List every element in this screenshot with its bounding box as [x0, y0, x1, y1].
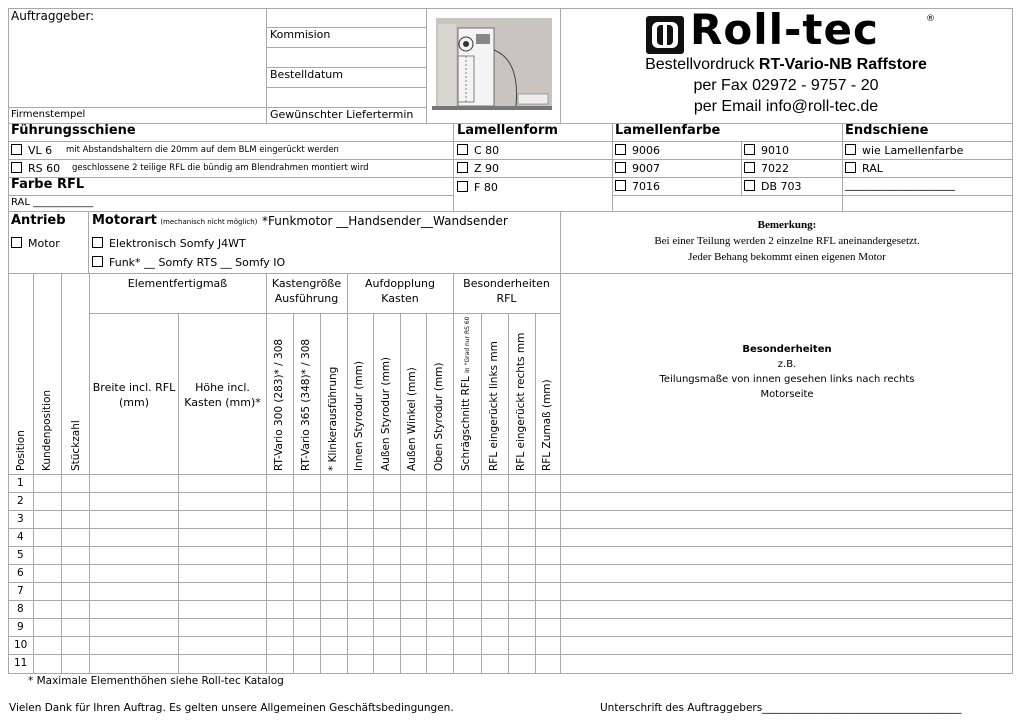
lamellenfarbe-title: Lamellenfarbe: [615, 123, 721, 138]
checkbox-icon[interactable]: [457, 144, 468, 155]
col-aussen-winkel: Außen Winkel (mm): [406, 367, 418, 471]
checkbox-icon[interactable]: [744, 180, 755, 191]
checkbox-icon[interactable]: [615, 144, 626, 155]
option-c80[interactable]: C 80: [457, 144, 499, 158]
option-9006[interactable]: 9006: [615, 144, 660, 158]
row-number: 2: [17, 495, 24, 507]
funkmotor-line: *Funkmotor __Handsender__Wandsender: [262, 214, 508, 228]
checkbox-icon[interactable]: [744, 144, 755, 155]
vl6-note: mit Abstandshaltern die 20mm auf dem BLM eingerückt werden: [66, 145, 339, 155]
option-db703[interactable]: DB 703: [744, 180, 802, 194]
liefertermin-label: Gewünschter Liefertermin: [270, 108, 414, 121]
option-rs60[interactable]: RS 60: [11, 162, 60, 176]
fuehrungsschiene-title: Führungsschiene: [11, 123, 136, 138]
option-f80[interactable]: F 80: [457, 181, 498, 195]
row-number: 4: [17, 531, 24, 543]
col-oben-styrodur: Oben Styrodur (mm): [433, 362, 445, 471]
checkbox-icon[interactable]: [615, 180, 626, 191]
row-number: 1: [17, 477, 24, 489]
col-zumass: RFL Zumaß (mm): [541, 379, 553, 471]
col-schraegschnitt: Schrägschnitt RFL in °Grad nur RS 60: [460, 316, 472, 471]
endschiene-blank[interactable]: ____________________: [845, 178, 955, 191]
antrieb-title: Antrieb: [11, 213, 66, 228]
checkbox-icon[interactable]: [845, 144, 856, 155]
col-rt300: RT-Vario 300 (283)* / 308: [273, 338, 285, 471]
col-stueckzahl: Stückzahl: [70, 420, 82, 471]
row-number: 5: [17, 549, 24, 561]
farbe-rfl-title: Farbe RFL: [11, 177, 85, 192]
col-rt365: RT-Vario 365 (348)* / 308: [300, 338, 312, 471]
kasten-title-1: Kastengröße: [271, 277, 342, 290]
rs60-note: geschlossene 2 teilige RFL die bündig am Blendrahmen montiert wird: [72, 163, 369, 173]
checkbox-icon[interactable]: [457, 162, 468, 173]
col-eingerueckt-links: RFL eingerückt links mm: [488, 341, 500, 471]
checkbox-icon[interactable]: [11, 237, 22, 248]
col-hoehe: Höhe incl. Kasten (mm)*: [184, 381, 261, 410]
col-position: Position: [15, 430, 27, 471]
fax-line: per Fax 02972 - 9757 - 20: [693, 77, 879, 94]
besonderheiten-title: Besonderheiten: [742, 344, 832, 355]
kasten-title-2: Ausführung: [274, 292, 339, 305]
option-7022[interactable]: 7022: [744, 162, 789, 176]
besonderheiten-line2: Motorseite: [760, 389, 814, 400]
option-vl6[interactable]: VL 6: [11, 144, 52, 158]
signature-line[interactable]: ______________________________________: [762, 702, 962, 714]
option-z90[interactable]: Z 90: [457, 162, 499, 176]
elementfertigmass-title: Elementfertigmaß: [127, 277, 228, 290]
thanks-text: Vielen Dank für Ihren Auftrag. Es gelten unsere Allgemeinen Geschäftsbedingungen.: [9, 702, 454, 714]
option-elektronisch[interactable]: Elektronisch Somfy J4WT: [92, 237, 246, 251]
bemerkung-title: Bemerkung:: [757, 219, 817, 231]
option-9010[interactable]: 9010: [744, 144, 789, 158]
checkbox-icon[interactable]: [92, 237, 103, 248]
footnote: * Maximale Elementhöhen siehe Roll-tec Katalog: [28, 675, 284, 687]
aufdopplung-title-1: Aufdopplung: [364, 277, 436, 290]
checkbox-icon[interactable]: [615, 162, 626, 173]
checkbox-icon[interactable]: [92, 256, 103, 267]
checkbox-icon[interactable]: [845, 162, 856, 173]
bemerkung-line2: Jeder Behang bekommt einen eigenen Motor: [688, 251, 886, 263]
besonderheiten-line1: Teilungsmaße von innen gesehen links nach rechts: [659, 374, 915, 385]
checkbox-icon[interactable]: [457, 181, 468, 192]
col-breite: Breite incl. RFL (mm): [92, 381, 176, 410]
besonderheiten-zb: z.B.: [777, 359, 797, 370]
col-eingerueckt-rechts: RFL eingerückt rechts mm: [515, 332, 527, 471]
col-innen-styrodur: Innen Styrodur (mm): [353, 361, 365, 471]
product-drawing: [428, 10, 558, 121]
row-number: 8: [17, 603, 24, 615]
checkbox-icon[interactable]: [744, 162, 755, 173]
besonderheiten-rfl-title-1: Besonderheiten: [463, 277, 550, 290]
col-aussen-styrodur: Außen Styrodur (mm): [380, 356, 392, 471]
option-funk[interactable]: Funk* __ Somfy RTS __ Somfy IO: [92, 256, 285, 270]
order-title: Bestellvordruck RT-Vario-NB Raffstore: [645, 56, 927, 73]
col-klinker: * Klinkerausführung: [327, 366, 339, 471]
bemerkung-line1: Bei einer Teilung werden 2 einzelne RFL aneinandergesetzt.: [654, 235, 920, 247]
endschiene-title: Endschiene: [845, 123, 929, 138]
row-number: 7: [17, 585, 24, 597]
row-number: 11: [14, 657, 28, 669]
signature-label: Unterschrift des Auftraggebers: [600, 702, 763, 714]
option-wie-lamellenfarbe[interactable]: wie Lamellenfarbe: [845, 144, 963, 158]
registered-mark: ®: [926, 14, 935, 24]
bestelldatum-label: Bestelldatum: [270, 68, 343, 81]
besonderheiten-rfl-title-2: RFL: [496, 292, 517, 305]
checkbox-icon[interactable]: [11, 144, 22, 155]
auftraggeber-label: Auftraggeber:: [11, 9, 95, 23]
brand-name: Roll-tec: [690, 5, 879, 54]
roll-tec-logo: [646, 5, 946, 56]
option-motor[interactable]: Motor: [11, 237, 60, 251]
farbe-rfl-ral[interactable]: RAL ____________: [11, 197, 94, 208]
col-kundenposition: Kundenposition: [41, 389, 53, 471]
aufdopplung-title-2: Kasten: [381, 292, 419, 305]
firmenstempel-label: Firmenstempel: [11, 109, 86, 120]
lamellenform-title: Lamellenform: [457, 123, 558, 138]
row-number: 6: [17, 567, 24, 579]
row-number: 3: [17, 513, 24, 525]
row-number: 10: [14, 639, 28, 651]
checkbox-icon[interactable]: [11, 162, 22, 173]
option-endschiene-ral[interactable]: RAL: [845, 162, 883, 176]
logo-mark-icon: [646, 16, 684, 54]
email-line: per Email info@roll-tec.de: [693, 98, 879, 115]
motorart-heading: Motorart (mechanisch nicht möglich): [92, 213, 258, 228]
option-9007[interactable]: 9007: [615, 162, 660, 176]
row-number: 9: [17, 621, 24, 633]
kommision-label: Kommision: [270, 28, 331, 41]
option-7016[interactable]: 7016: [615, 180, 660, 194]
